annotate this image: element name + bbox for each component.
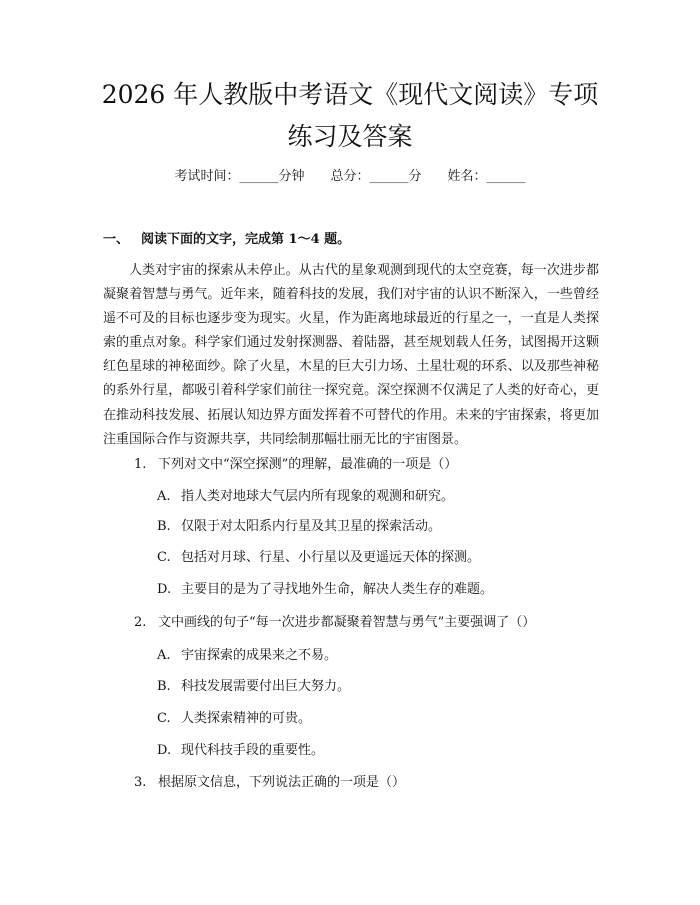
- question-2: [134, 614, 535, 632]
- question-2-option-b: [157, 678, 350, 696]
- option-letter: C.: [157, 550, 171, 565]
- document-title-line-2: 练习及答案: [287, 122, 413, 151]
- option-letter: D.: [157, 582, 172, 597]
- question-number: 1.: [134, 457, 147, 472]
- question-2-option-a: [157, 647, 337, 665]
- question-1-option-a: [157, 488, 454, 506]
- option-text: 仅限于对太阳系内行星及其卫星的探索活动。: [181, 519, 442, 534]
- question-text: 根据原文信息，下列说法正确的一项是（）: [158, 775, 406, 790]
- question-2-option-c: [157, 710, 311, 728]
- question-number: 2.: [134, 615, 147, 630]
- question-text: 文中画线的句子“每一次进步都凝聚着智慧与勇气”主要强调了（）: [158, 615, 536, 630]
- option-text: 现代科技手段的重要性。: [181, 743, 325, 758]
- option-text: 宇宙探索的成果来之不易。: [181, 648, 338, 663]
- document-title-line-1: 2026 年人教版中考语文《现代文阅读》专项: [101, 80, 599, 109]
- option-letter: D.: [157, 743, 172, 758]
- question-1: [134, 456, 457, 474]
- option-text: 指人类对地球大气层内所有现象的观测和研究。: [181, 489, 455, 504]
- exam-time-label: 考试时间：______分钟: [174, 169, 305, 184]
- question-3: [134, 774, 405, 792]
- option-text: 主要目的是为了寻找地外生命，解决人类生存的难题。: [181, 582, 494, 597]
- question-1-option-c: [157, 549, 480, 567]
- question-1-option-b: [157, 518, 441, 536]
- option-letter: B.: [157, 679, 171, 694]
- exam-meta: [0, 168, 700, 186]
- question-text: 下列对文中“深空探测”的理解，最准确的一项是（）: [158, 457, 458, 472]
- question-number: 3.: [134, 775, 147, 790]
- section-heading: [103, 231, 350, 249]
- total-score-label: 总分：______分: [330, 169, 422, 184]
- option-letter: A.: [157, 489, 171, 504]
- option-letter: B.: [157, 519, 171, 534]
- section-number: 一、: [103, 232, 130, 247]
- option-letter: A.: [157, 648, 171, 663]
- question-2-option-d: [157, 742, 324, 760]
- option-text: 包括对月球、行星、小行星以及更遥远天体的探测。: [181, 550, 481, 565]
- option-text: 科技发展需要付出巨大努力。: [181, 679, 351, 694]
- question-1-option-d: [157, 581, 493, 599]
- section-instruction: 阅读下面的文字，完成第 1～4 题。: [141, 232, 351, 247]
- student-name-label: 姓名：______: [447, 169, 526, 184]
- reading-passage: 人类对宇宙的探索从未停止。从古代的星象观测到现代的太空竞赛，每一次进步都凝聚着智慧与勇气。近年来，随着科技的发展，我们对宇宙的认识不断深入，一些曾经遥不可及的目标也逐步变为现实。火星，作为距离地球最近的行星之一，一直是人类探索的重点对象。科学家们通过发射探测器、着陆器，甚至规划载人任务，试图揭开这颗红色星球的神秘面纱。除了火星，木星的巨大引力场、土星壮观的环系、以及那些神秘的系外行星，都吸引着科学家们前往一探究竟。深空探测不仅满足了人类的好奇心，更在推动科技发展、拓展认知边界方面发挥着不可替代的作用。未来的宇宙探索，将更加注重国际合作与资源共享，共同绘制那幅壮丽无比的宇宙图景。: [103, 263, 599, 447]
- option-letter: C.: [157, 711, 171, 726]
- option-text: 人类探索精神的可贵。: [181, 711, 312, 726]
